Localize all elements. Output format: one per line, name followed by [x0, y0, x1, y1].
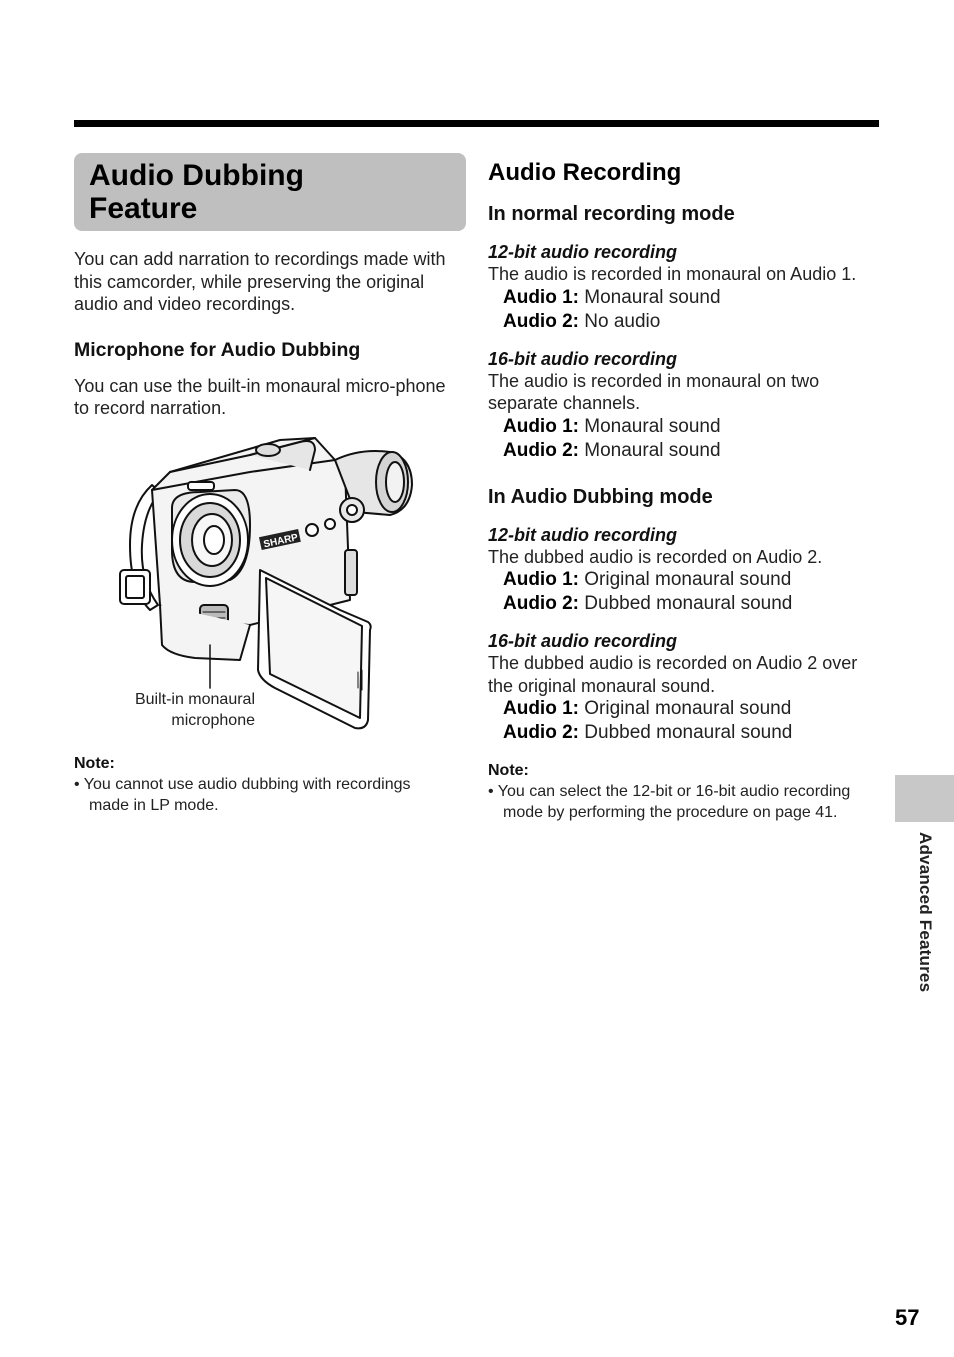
normal-12bit-text: The audio is recorded in monaural on Audio 1. — [488, 264, 857, 284]
normal-mode-heading: In normal recording mode — [488, 203, 735, 225]
mic-heading: Microphone for Audio Dubbing — [74, 338, 361, 361]
top-rule — [74, 120, 879, 127]
dub-12bit-text: The dubbed audio is recorded on Audio 2. — [488, 546, 823, 567]
intro-text: You can add narration to recordings made with this camcorder, while preserving the original audio and video recordings. — [74, 249, 446, 314]
right-column — [488, 158, 880, 823]
left-column — [74, 248, 459, 420]
normal-16bit-audio1: Audio 1: Monaural sound — [503, 415, 721, 437]
page-title: Audio Dubbing Feature — [89, 159, 304, 225]
left-note-label: Note: — [74, 755, 115, 772]
normal-16bit-heading: 16-bit audio recording — [488, 348, 678, 369]
dub-12bit-audio2: Audio 2: Dubbed monaural sound — [503, 593, 793, 614]
page-number: 57 — [895, 1305, 920, 1330]
caption-line-1: Built-in monaural — [134, 691, 255, 708]
dub-16bit-audio1: Audio 1: Original monaural sound — [503, 698, 792, 719]
dub-16bit-heading: 16-bit audio recording — [488, 631, 678, 651]
dub-12bit-audio1: Audio 1: Original monaural sound — [503, 569, 792, 590]
section-tab-label: Advanced Features — [916, 832, 935, 993]
normal-16bit-text: The audio is recorded in monaural on two separate channels. — [488, 370, 820, 413]
caption-line-2: microphone — [171, 712, 255, 729]
dub-16bit-text: The dubbed audio is recorded on Audio 2 over the original monaural sound. — [488, 653, 858, 696]
dub-12bit-heading: 12-bit audio recording — [488, 524, 678, 545]
left-note-text: • You cannot use audio dubbing with recordings made in LP mode. — [74, 776, 411, 814]
left-note — [74, 754, 454, 816]
title-box — [74, 153, 466, 231]
mic-text: You can use the built-in monaural micro-phone to record narration. — [74, 375, 446, 418]
brand-logo: SHARP — [262, 532, 300, 551]
section-tab — [895, 775, 954, 822]
dubbing-mode-heading: In Audio Dubbing mode — [488, 485, 713, 508]
dub-16bit-audio2: Audio 2: Dubbed monaural sound — [503, 722, 793, 743]
figure-caption — [100, 689, 255, 731]
right-note-text: • You can select the 12-bit or 16-bit audio recording mode by performing the procedure on page 41. — [488, 783, 851, 821]
normal-12bit-audio1: Audio 1: Monaural sound — [503, 286, 721, 308]
right-note-label: Note: — [488, 762, 529, 779]
normal-16bit-audio2: Audio 2: Monaural sound — [503, 439, 721, 461]
audio-recording-heading: Audio Recording — [488, 159, 682, 186]
normal-12bit-heading: 12-bit audio recording — [488, 242, 678, 262]
normal-12bit-audio2: Audio 2: No audio — [503, 310, 661, 332]
